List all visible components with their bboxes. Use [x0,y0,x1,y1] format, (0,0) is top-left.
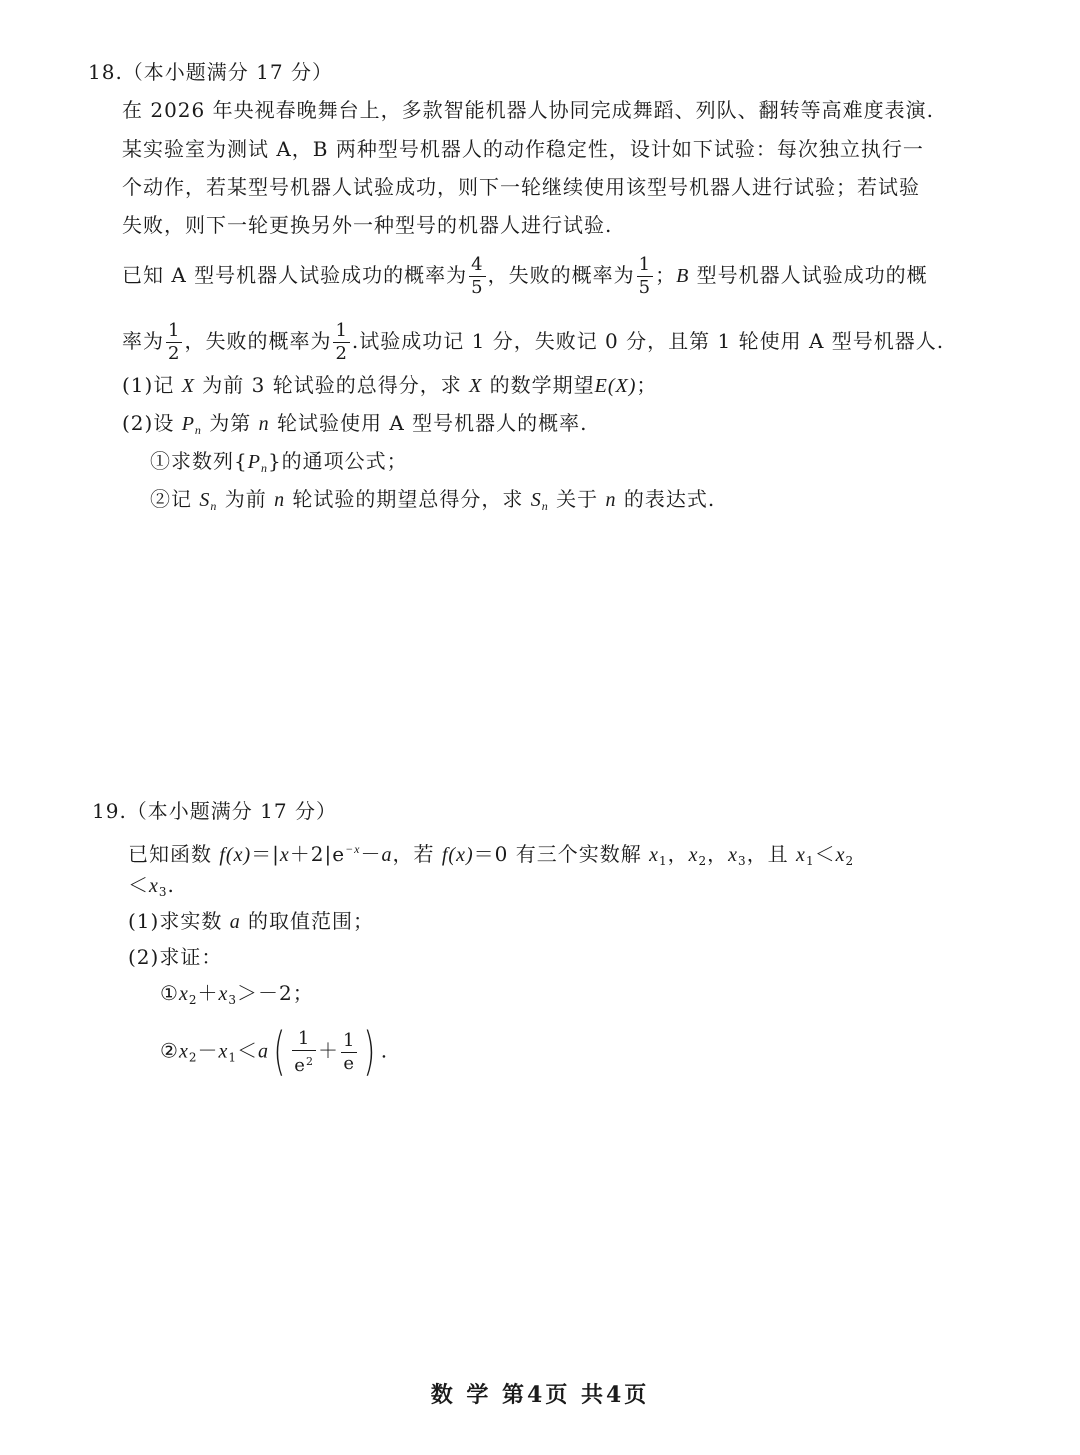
variable-B: B [676,265,690,287]
variable: x [218,1040,229,1063]
text: ②记 [150,487,200,511]
subscript: 1 [805,854,815,868]
variable: x [796,844,806,866]
text: .试验成功记 1 分，失败记 0 分，且第 1 轮使用 A 型号机器人. [351,329,945,353]
subscript: 1 [228,1050,237,1065]
function: f(x) [219,844,252,866]
text: 为前 3 轮试验的总得分，求 [194,373,470,397]
base: e [294,1054,306,1076]
variable: a [229,911,241,933]
text: ； [636,373,658,397]
text: ＋2|e [289,842,346,866]
q19-statement-line-1 [128,834,854,876]
variable: x [178,1040,189,1063]
subscript: n [260,461,268,475]
variable: a [258,1040,269,1063]
function: f(x) [441,844,474,866]
text: ＞－2； [237,981,314,1005]
numerator: 1 [292,1028,316,1051]
text: ② [160,1038,179,1063]
text: 率为 [122,329,164,353]
text: }的通项公式； [267,449,408,473]
page-footer: 数 学 第4页 共4页 [430,1382,650,1408]
variable: S [199,489,211,511]
variable: x [218,983,229,1005]
q19-subquestion-2-i [160,978,314,1015]
subscript: 1 [658,854,668,868]
subscript: n [210,499,218,513]
fraction-b-fail [333,320,349,365]
text: 型号机器人试验成功的概 [689,263,928,287]
q19-statement-line-2 [128,870,175,907]
variable: x [279,844,290,866]
denominator [292,1051,316,1077]
q18-subquestion-2-i [150,446,408,483]
text: 已知 A 型号机器人试验成功的概率为 [122,263,468,287]
subscript: 2 [188,993,198,1007]
q18-paragraph-line-1: 在 2026 年央视春晚舞台上，多款智能机器人协同完成舞蹈、列队、翻转等高难度表演. [122,98,934,122]
text: 关于 [548,487,606,511]
variable: x [178,983,189,1005]
text: ＜ [237,1038,258,1063]
denominator: 5 [471,277,484,298]
denominator: e [343,1052,355,1074]
text: (1)求实数 [128,909,230,933]
fraction-a-fail [637,254,653,299]
subscript: 3 [158,885,168,899]
variable: x [149,875,159,897]
variable: x [649,844,659,866]
variable: x [835,844,846,866]
text: ＜ [128,873,149,897]
numerator: 4 [471,254,484,275]
subscript: n [541,499,549,513]
variable: n [258,413,270,435]
variable: S [530,489,542,511]
exponent: −x [345,842,361,856]
q18-paragraph-line-2: 某实验室为测试 A，B 两种型号机器人的动作稳定性，设计如下试验：每次独立执行一 [122,137,924,161]
subscript: 2 [845,854,855,868]
variable: P [181,413,195,435]
text: ＜ [814,842,836,866]
left-paren: ( [273,1022,287,1082]
text: . [167,873,175,897]
text: ＝0 有三个实数解 [473,842,650,866]
variable: n [274,489,286,511]
q18-paragraph-line-4: 失败，则下一轮更换另外一种型号的机器人进行试验. [122,213,613,237]
text: (2)设 [122,411,182,435]
fraction-one-over-e-squared [292,1028,316,1077]
denominator: 5 [638,277,652,298]
variable: x [688,844,699,866]
fraction-b-success [166,320,182,365]
q19-subquestion-2: (2)求证： [128,945,223,969]
right-paren: ) [363,1022,377,1082]
q18-subquestion-2 [122,408,588,445]
q18-subquestion-1 [122,370,657,401]
denominator: 2 [335,343,348,364]
q19-subquestion-1 [128,906,374,937]
variable: P [247,451,261,473]
text: ； [655,263,677,287]
subscript: 3 [228,993,237,1007]
q18-subquestion-2-ii [150,484,715,521]
fraction-one-over-e [341,1030,357,1075]
variable: n [605,489,617,511]
numerator: 1 [168,320,181,341]
variable: x [728,844,739,866]
variable: a [381,844,393,866]
text: 的取值范围； [240,909,375,933]
text: . [380,1038,389,1063]
q18-paragraph-line-3: 个动作，若某型号机器人试验成功，则下一轮继续使用该型号机器人进行试验；若试验 [122,175,920,199]
text: 的数学期望 [482,373,595,397]
text: ，失败的概率为 [184,329,332,353]
numerator: 1 [335,320,348,341]
subscript: n [194,423,202,437]
variable: X [469,375,483,397]
text: ＝| [251,842,280,866]
numerator: 1 [638,254,652,275]
q19-header: 19.（本小题满分 17 分） [92,799,337,823]
text: ①求数列{ [150,449,248,473]
text: 已知函数 [128,842,220,866]
denominator: 2 [168,343,181,364]
text: ，若 [392,842,442,866]
expectation: E(X) [594,375,637,397]
subscript: 2 [698,854,708,868]
text: 轮试验使用 A 型号机器人的概率. [269,411,588,435]
numerator: 1 [342,1029,356,1051]
fraction-a-success [469,254,485,299]
q18-probability-line-b [122,320,944,365]
text: ，且 [746,842,797,866]
text: 轮试验的期望总得分，求 [285,487,531,511]
text: － [197,1038,219,1063]
subscript: 2 [188,1050,198,1065]
q18-header: 18.（本小题满分 17 分） [88,60,333,84]
text: ，失败的概率为 [487,263,635,287]
text: ， [707,842,729,866]
q18-probability-line-a [122,254,928,299]
variable: X [181,375,195,397]
exponent: 2 [305,1054,314,1068]
text: ＋ [197,981,219,1005]
text: 的表达式. [616,487,716,511]
q19-subquestion-2-ii [160,1022,389,1082]
text: (1)记 [122,373,182,397]
text: ， [667,842,689,866]
text: 为第 [201,411,259,435]
plus-sign: ＋ [317,1038,339,1063]
text: 为前 [217,487,275,511]
text: ① [160,981,179,1005]
subscript: 3 [738,854,747,868]
text: － [360,842,382,866]
